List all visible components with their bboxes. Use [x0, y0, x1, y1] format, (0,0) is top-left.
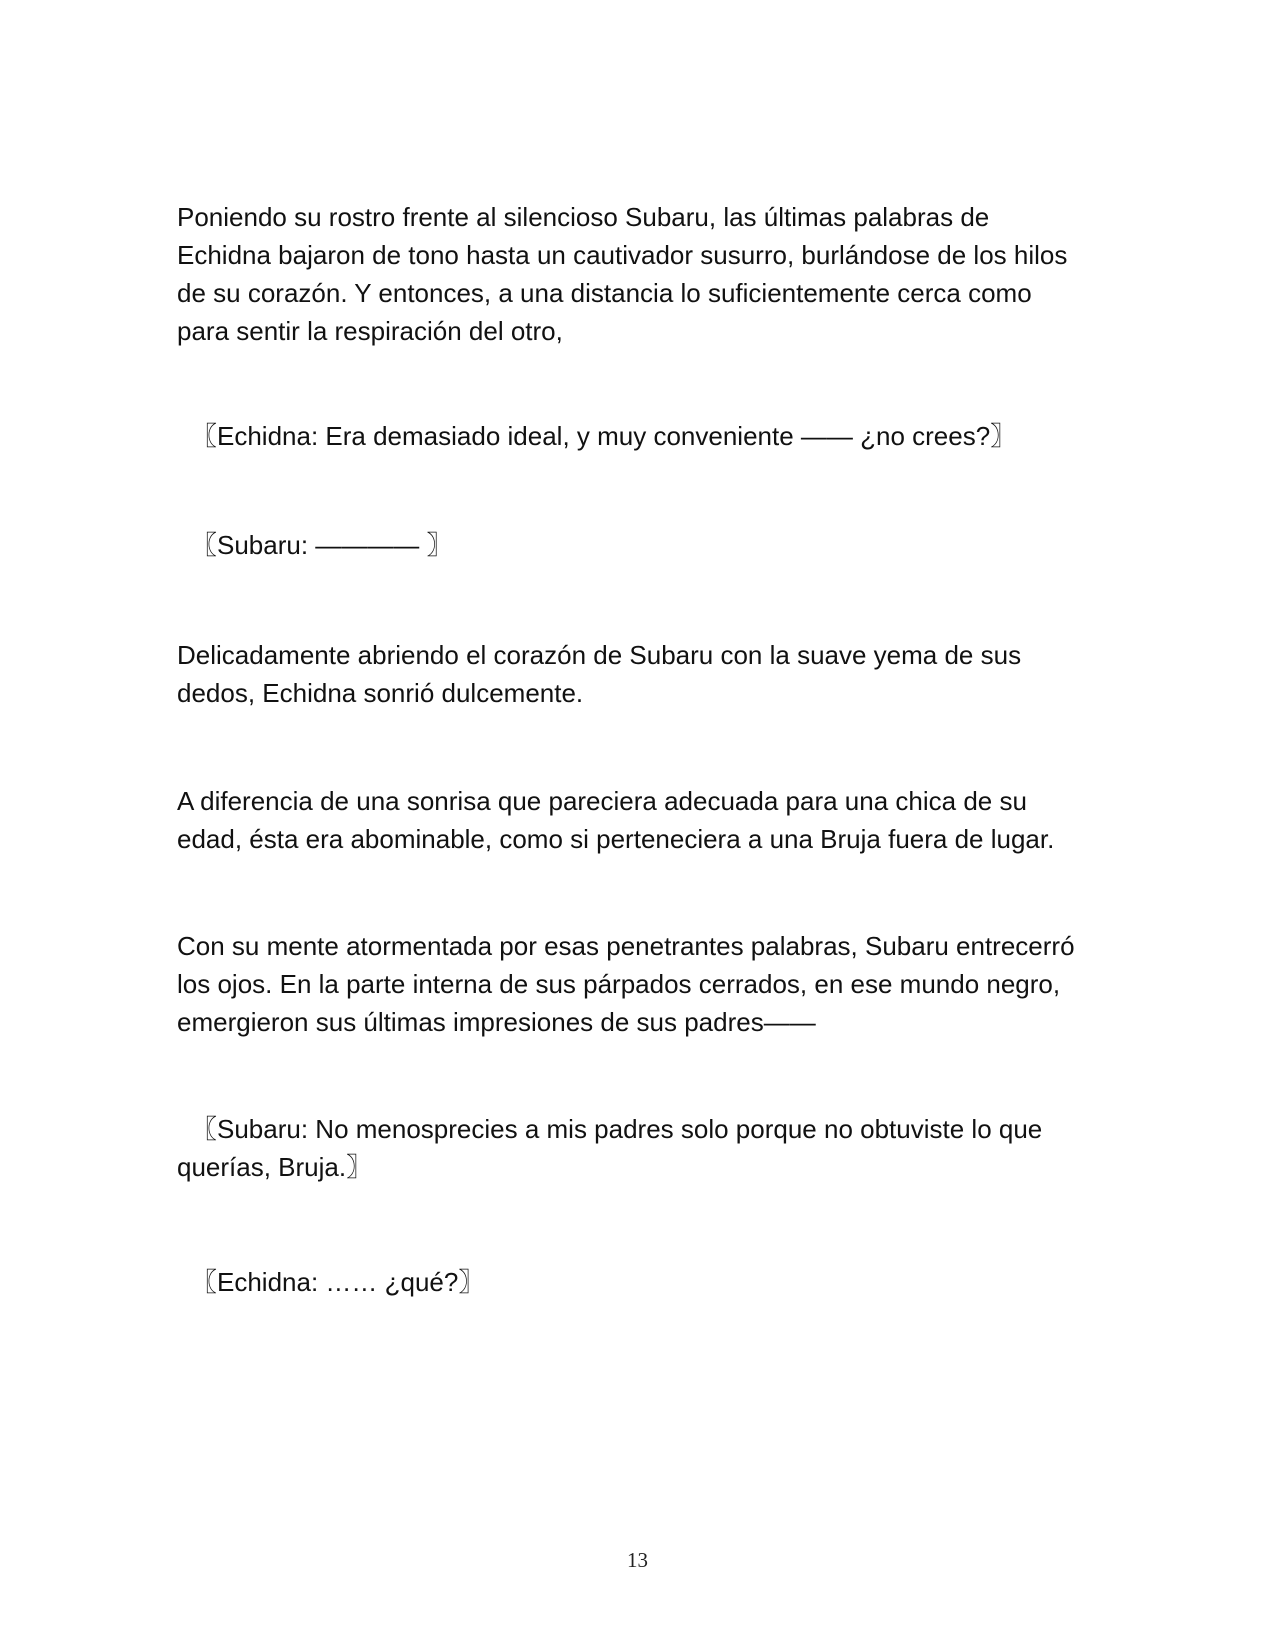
paragraph-2 [177, 636, 1117, 712]
paragraph-line: dedos, Echidna sonrió dulcemente. [177, 678, 584, 708]
paragraph-1 [177, 198, 1117, 350]
dialogue-line: 〖Subaru: No menosprecies a mis padres solo porque no obtuviste lo que [191, 1114, 1043, 1144]
paragraph-line: de su corazón. Y entonces, a una distancia lo suficientemente cerca como [177, 278, 1032, 308]
paragraph-line: Poniendo su rostro frente al silencioso Subaru, las últimas palabras de [177, 202, 990, 232]
paragraph-line: para sentir la respiración del otro, [177, 316, 563, 346]
dialogue-line: querías, Bruja.〗 [177, 1152, 373, 1182]
dialogue-echidna-1 [177, 417, 1117, 455]
dialogue-line: 〖Echidna: Era demasiado ideal, y muy conveniente —— ¿no crees?〗 [191, 421, 1017, 451]
dialogue-line: 〖Echidna: …… ¿qué?〗 [191, 1267, 485, 1297]
paragraph-line: emergieron sus últimas impresiones de sus padres—— [177, 1007, 816, 1037]
paragraph-line: Delicadamente abriendo el corazón de Subaru con la suave yema de sus [177, 640, 1022, 670]
dialogue-subaru-2 [177, 1110, 1117, 1186]
paragraph-line: A diferencia de una sonrisa que pareciera adecuada para una chica de su [177, 786, 1027, 816]
paragraph-3 [177, 782, 1117, 858]
dialogue-subaru-1 [177, 526, 1117, 564]
paragraph-line: Echidna bajaron de tono hasta un cautivador susurro, burlándose de los hilos [177, 240, 1068, 270]
dialogue-echidna-2 [177, 1263, 1117, 1301]
paragraph-4 [177, 927, 1117, 1041]
paragraph-line: Con su mente atormentada por esas penetrantes palabras, Subaru entrecerró [177, 931, 1075, 961]
dialogue-line: 〖Subaru: ———— 〗 [191, 530, 453, 560]
paragraph-line: los ojos. En la parte interna de sus párpados cerrados, en ese mundo negro, [177, 969, 1061, 999]
paragraph-line: edad, ésta era abominable, como si perteneciera a una Bruja fuera de lugar. [177, 824, 1055, 854]
page-number: 13 [627, 1548, 648, 1572]
